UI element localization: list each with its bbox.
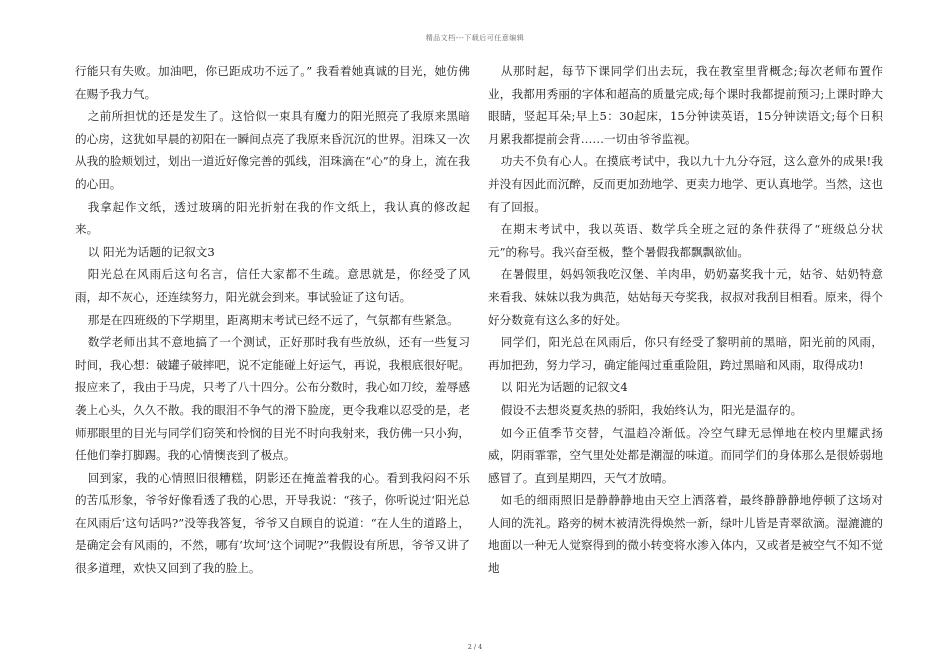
paragraph: 阳光总在风雨后这句名言，信任大家都不生疏。意思就是，你经受了风雨，却不灰心，还连续努力，阳光就会到来。事试验证了这句话。 — [75, 267, 470, 304]
paragraph: 功夫不负有心人。在摸底考试中，我以九十九分夺冠，这么意外的成果!我并没有因此而沉醉，反而更加劲地学、更卖力地学、更认真地学。当然，这也有了回报。 — [488, 154, 883, 214]
paragraph: 从那时起，每节下课同学们出去玩，我在教室里背概念;每次老师布置作业，我都用秀丽的字体和超高的质量完成;每个课时我都提前预习;上课时睁大眼睛，竖起耳朵;早上5：30起床，15分钟读英语，15分钟读语文;每个日积月累我都提前会背……一切由爷爷监视。 — [488, 64, 883, 146]
paragraph: 之前所担忧的还是发生了。这恰似一束具有魔力的阳光照亮了我原来黑暗的心房，这犹如早晨的初阳在一瞬间点亮了我原来昏沉沉的世界。泪珠又一次从我的脸颊划过，划出一道近好像完善的弧线，泪珠滴在“心”的身上，流在我的心田。 — [75, 109, 470, 191]
paragraph: 数学老师出其不意地搞了一个测试，正好那时我有些放纵，还有一些复习时间，我心想：破罐子破摔吧，说不定能碰上好运气，再说，我根底很好呢。报应来了，我由于马虎，只考了八十四分。公布分数时，我心如刀绞，羞辱感袭上心头，久久不散。我的眼泪不争气的滑下脸庞，更令我难以忍受的是，老师那眼里的目光与同学们窃笑和怜悯的目光不时向我射来，我仿佛一只小狗，任他们拳打脚踢。我的心情懊丧到了极点。 — [75, 335, 470, 463]
page-header: 精品文档---下载后可任意编辑 — [425, 34, 525, 42]
paragraph: 在期末考试中，我以英语、数学兵全班之冠的条件获得了“班级总分状元”的称号。我兴奋至极，整个暑假我都飘飘欲仙。 — [488, 222, 883, 259]
paragraph: 我拿起作文纸，透过玻璃的阳光折射在我的作文纸上，我认真的修改起来。 — [75, 199, 470, 237]
paragraph: 如毛的细雨照旧是静静静地由天空上洒落着，最终静静静地停顿了这场对人间的洗礼。路旁的树木被清洗得焕然一新，绿叶儿皆是青翠欲滴。湿漉漉的地面以一种无人觉察得到的微小转变将水渗入体内，又或者是被空气不知不觉地 — [488, 493, 883, 576]
left-column — [75, 60, 470, 580]
paragraph: 在暑假里，妈妈领我吃汉堡、羊肉串，奶奶嘉奖我十元，姑爷、姑奶特意来看我、妹妹以我为典范，姑姑每天夸奖我，叔叔对我刮目相看。原来，得个好分数竟有这么多的好处。 — [488, 267, 883, 327]
right-column — [488, 60, 883, 580]
paragraph: 如今正值季节交替，气温趋冷渐低。冷空气肆无忌惮地在校内里耀武扬威，阴雨霏霏，空气里处处都是潮湿的味道。而同学们的身体那么是很娇弱地感冒了。直到星期四，天气才放晴。 — [488, 425, 883, 485]
paragraph: 回到家，我的心情照旧很糟糕，阴影还在掩盖着我的心。看到我闷闷不乐的苦瓜形象，爷爷好像看透了我的心思，开导我说：“孩子，你听说过‘阳光总在风雨后’这句话吗?”没等我答复，爷爷又自顾自的说道：“在人生的道路上，是确定会有风雨的，不然，哪有‘坎坷’这个词呢?”我假设有所思，爷爷又讲了很多道理，欢快又回到了我的脸上。 — [75, 470, 470, 576]
page-number: 2 / 4 — [467, 643, 483, 651]
paragraph: 以 阳光为话题的记叙文3 — [87, 244, 215, 259]
paragraph: 行能只有失败。加油吧，你已距成功不远了。” 我看着她真诚的目光，她仿佛在赐予我力气。 — [75, 64, 470, 101]
paragraph: 以 阳光为话题的记叙文4 — [500, 380, 628, 395]
paragraph: 那是在四班级的下学期里，距离期末考试已经不远了，气氛都有些紧急。 — [87, 312, 459, 327]
paragraph: 同学们，阳光总在风雨后，你只有经受了黎明前的黑暗，阳光前的风雨，再加把劲，努力学习，确定能闯过重重险阻，跨过黑暗和风雨，取得成功! — [488, 335, 883, 372]
paragraph: 假设不去想炎夏炙热的骄阳，我始终认为，阳光是温存的。 — [500, 402, 803, 417]
